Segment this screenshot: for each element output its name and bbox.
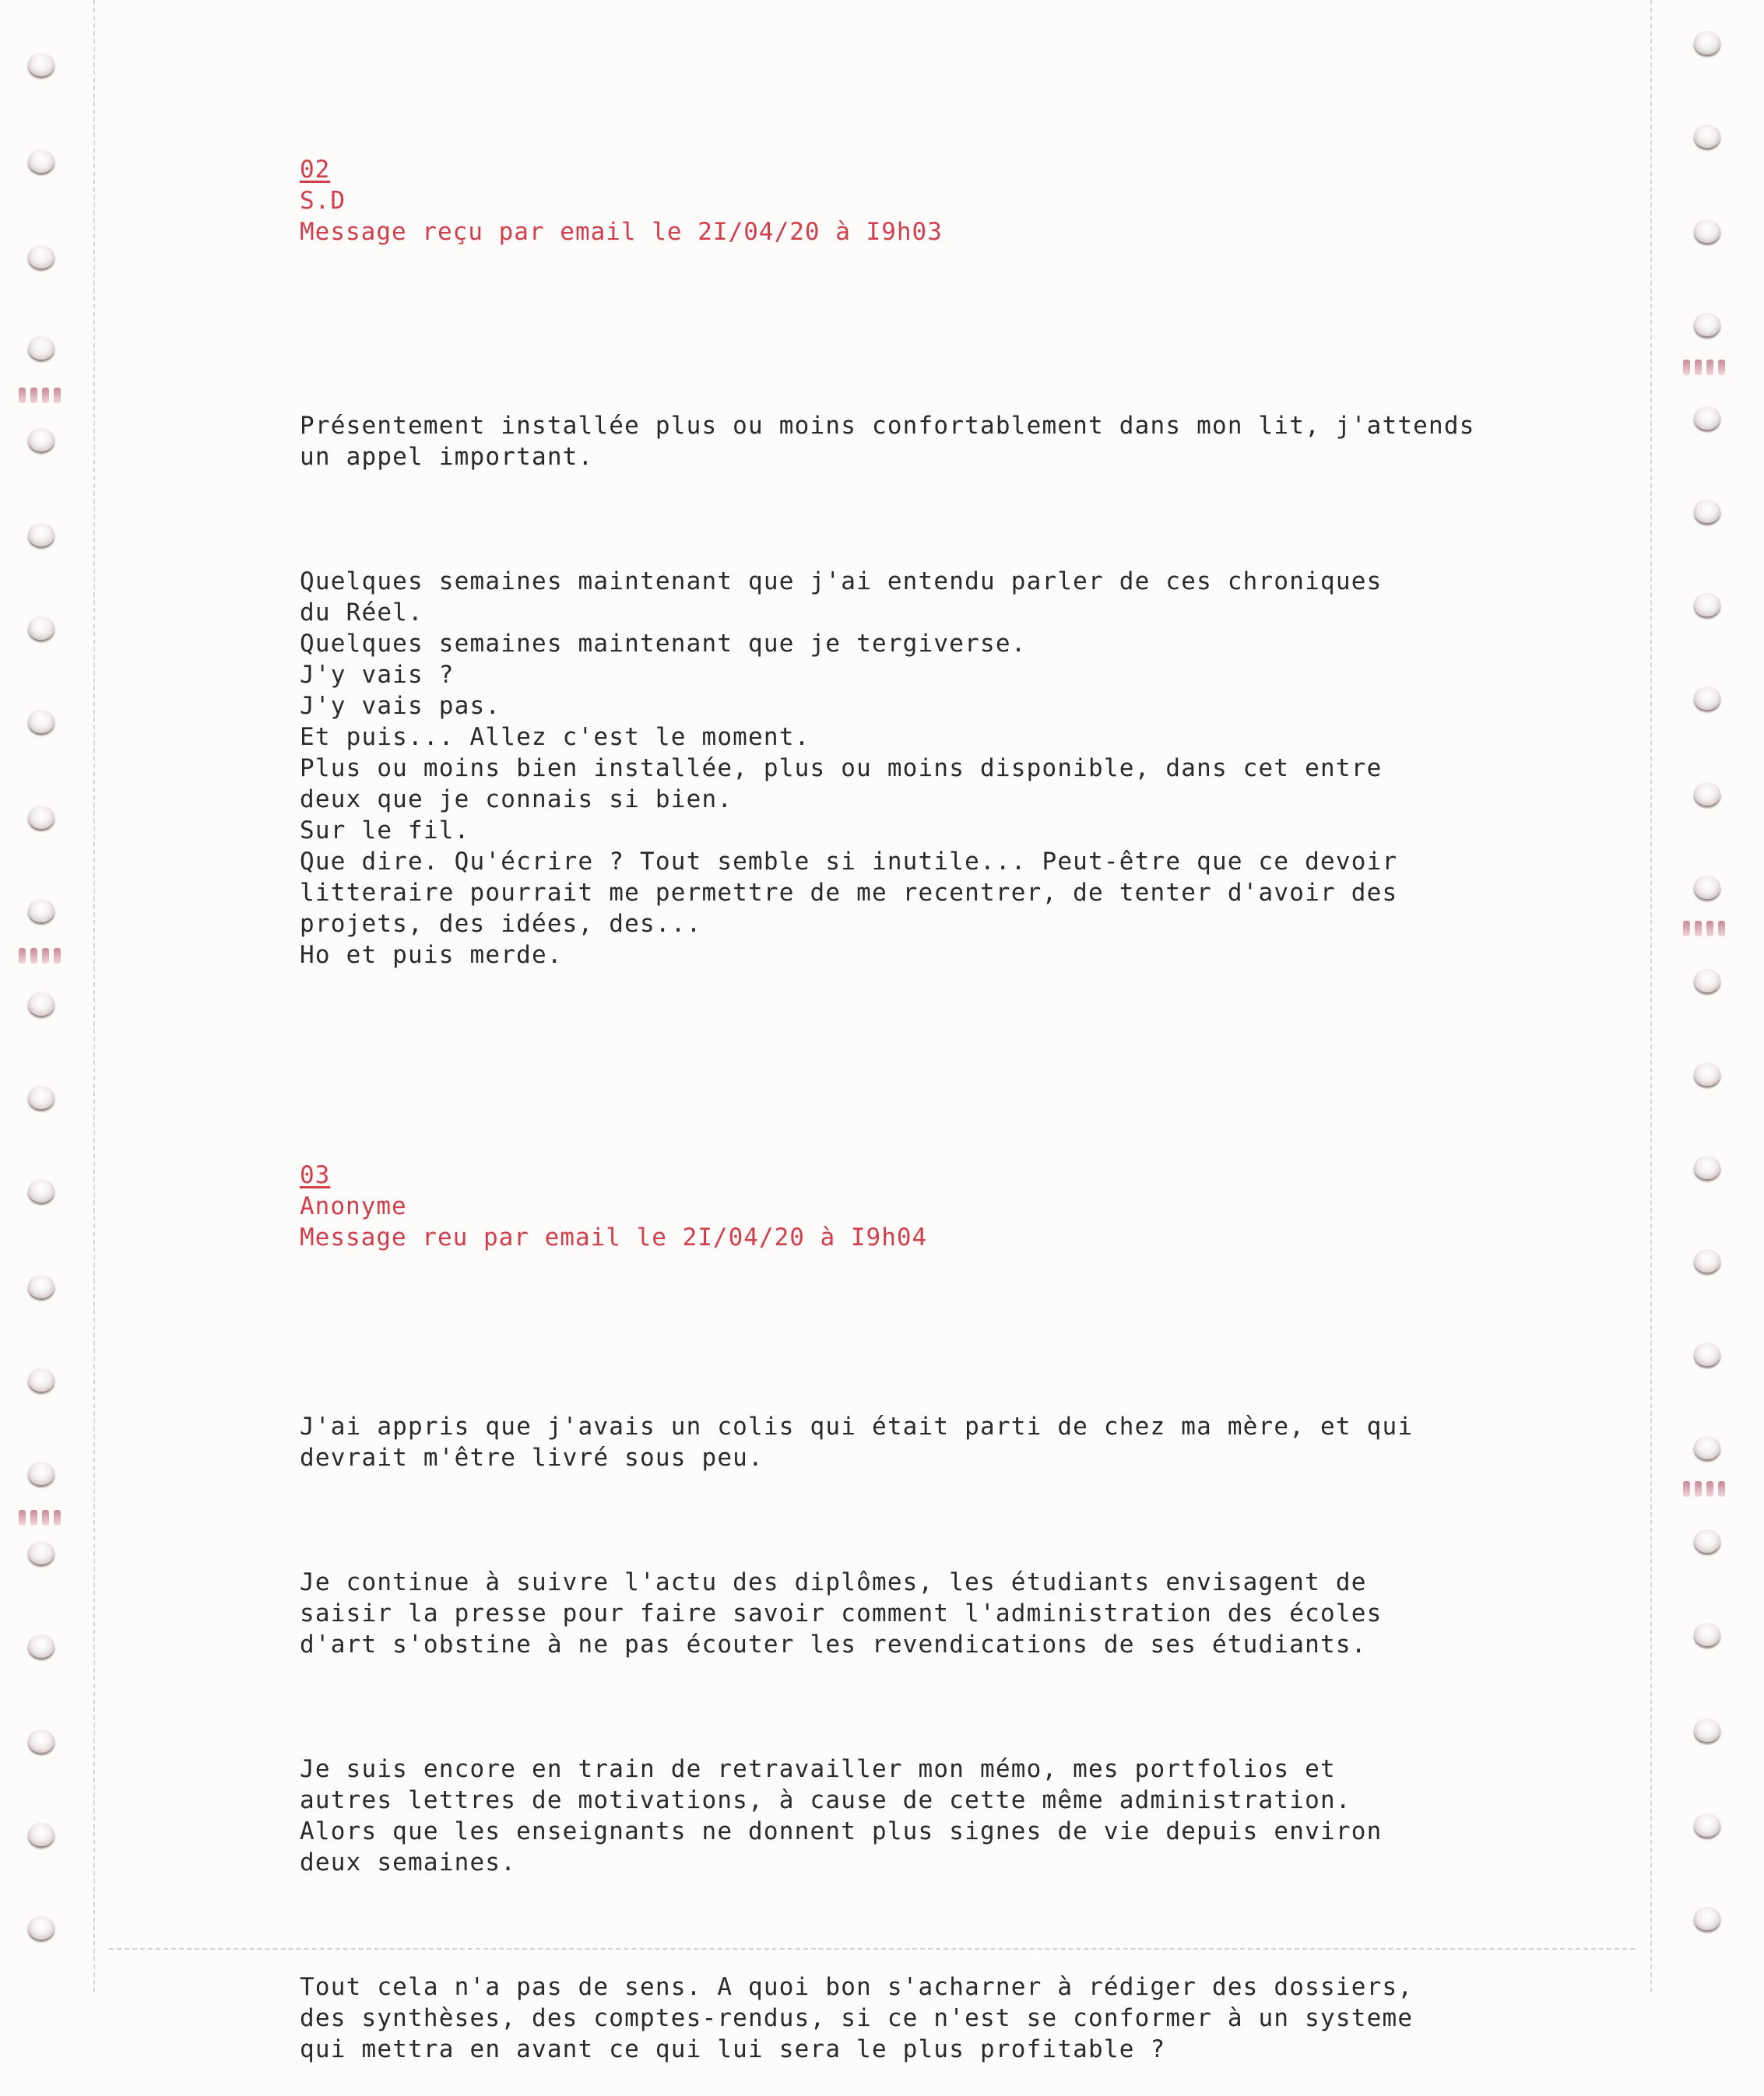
feed-hole bbox=[1694, 782, 1720, 806]
feed-hole bbox=[28, 1634, 54, 1658]
feed-hole bbox=[1694, 1529, 1720, 1553]
feed-hole bbox=[28, 1368, 54, 1392]
message-paragraph: J'ai appris que j'avais un colis qui était parti de chez ma mère, et qui devrait m'être livré sous peu. bbox=[300, 1413, 1414, 1472]
feed-hole bbox=[28, 806, 54, 829]
feed-hole bbox=[28, 1462, 54, 1485]
feed-hole bbox=[1694, 593, 1720, 616]
message-paragraph: Présentement installée plus ou moins confortablement dans mon lit, j'attends un appel important. bbox=[300, 412, 1475, 471]
message-author: Anonyme bbox=[300, 1192, 407, 1220]
message-received-line: Message reçu par email le 2I/04/20 à I9h03 bbox=[300, 218, 943, 246]
feed-hole bbox=[1694, 1249, 1720, 1273]
feed-hole bbox=[28, 53, 54, 76]
perforation-mark bbox=[19, 1510, 65, 1525]
feed-hole bbox=[1694, 969, 1720, 992]
perforation-mark bbox=[1683, 360, 1730, 375]
right-feed-strip bbox=[1650, 0, 1764, 1992]
feed-hole bbox=[28, 1275, 54, 1298]
feed-hole bbox=[1694, 500, 1720, 523]
feed-hole bbox=[1694, 313, 1720, 336]
feed-hole bbox=[1694, 31, 1720, 54]
feed-hole bbox=[1694, 125, 1720, 148]
message-body bbox=[300, 379, 1483, 1002]
feed-hole bbox=[28, 336, 54, 360]
message-author: S.D bbox=[300, 187, 346, 215]
feed-hole bbox=[28, 245, 54, 269]
feed-hole bbox=[28, 710, 54, 733]
feed-hole bbox=[1694, 1813, 1720, 1837]
message-paragraph: Tout cela n'a pas de sens. A quoi bon s'acharner à rédiger des dossiers, des synthèses, des comptes-rendus, si ce n'est se conformer à un systeme qui mettra en avant ce qui lui sera le plus profitable ? bbox=[300, 1973, 1414, 2063]
perforation-mark bbox=[1683, 921, 1730, 936]
feed-hole bbox=[28, 1916, 54, 1940]
feed-hole bbox=[28, 1086, 54, 1109]
feed-hole bbox=[28, 1729, 54, 1753]
feed-hole bbox=[1694, 219, 1720, 243]
feed-hole bbox=[1694, 1436, 1720, 1459]
feed-hole bbox=[28, 523, 54, 546]
message-body bbox=[300, 1380, 1483, 2096]
perforation-mark bbox=[1683, 1481, 1730, 1497]
feed-hole bbox=[28, 1179, 54, 1202]
message-paragraph: Je suis encore en train de retravailler mon mémo, mes portfolios et autres lettres de motivations, à cause de cette même administration. Alors que les enseignants ne donnent plus signes de vie depuis environ deux semaines. bbox=[300, 1755, 1383, 1877]
feed-hole bbox=[1694, 1907, 1720, 1930]
feed-hole bbox=[1694, 686, 1720, 710]
message-paragraph: Quelques semaines maintenant que j'ai entendu parler de ces chroniques du Réel. Quelques semaines maintenant que je tergiverse. J'y vais ? J'y vais pas. Et puis... Allez c'est le moment. Plus ou moins bien installée, plus ou moins disponible, dans cet entre deux que je connais si bien. Sur le fil. Que dire. Qu'écrire ? Tout semble si inutile... Peut-être que ce devoir litteraire pourrait me permettre de me recentrer, de tenter d'avoir des projets, des idées, des... Ho et puis merde. bbox=[300, 567, 1398, 969]
perforation-mark bbox=[19, 388, 65, 403]
feed-hole bbox=[1694, 1623, 1720, 1646]
message-paragraph: Je continue à suivre l'actu des diplômes, les étudiants envisagent de saisir la presse pour faire savoir comment l'administration des écoles d'art s'obstine à ne pas écouter les revendications de ses étudiants. bbox=[300, 1568, 1383, 1659]
feed-hole bbox=[28, 992, 54, 1016]
message-header bbox=[300, 1160, 927, 1253]
perforation-mark bbox=[19, 948, 65, 964]
feed-hole bbox=[28, 1541, 54, 1564]
feed-hole bbox=[1694, 1156, 1720, 1179]
feed-hole bbox=[28, 428, 54, 451]
feed-hole bbox=[1694, 1062, 1720, 1086]
feed-hole bbox=[28, 899, 54, 922]
feed-hole bbox=[28, 1823, 54, 1846]
message-received-line: Message reu par email le 2I/04/20 à I9h04 bbox=[300, 1224, 928, 1252]
feed-hole bbox=[28, 149, 54, 173]
message-number: 02 bbox=[300, 156, 331, 184]
message-number: 03 bbox=[300, 1161, 331, 1189]
feed-hole bbox=[1694, 406, 1720, 430]
feed-hole bbox=[28, 616, 54, 640]
tear-line bbox=[109, 1948, 1635, 1950]
feed-hole bbox=[1694, 1343, 1720, 1366]
feed-hole bbox=[1694, 876, 1720, 899]
feed-hole bbox=[1694, 1719, 1720, 1742]
message-header bbox=[300, 154, 943, 248]
